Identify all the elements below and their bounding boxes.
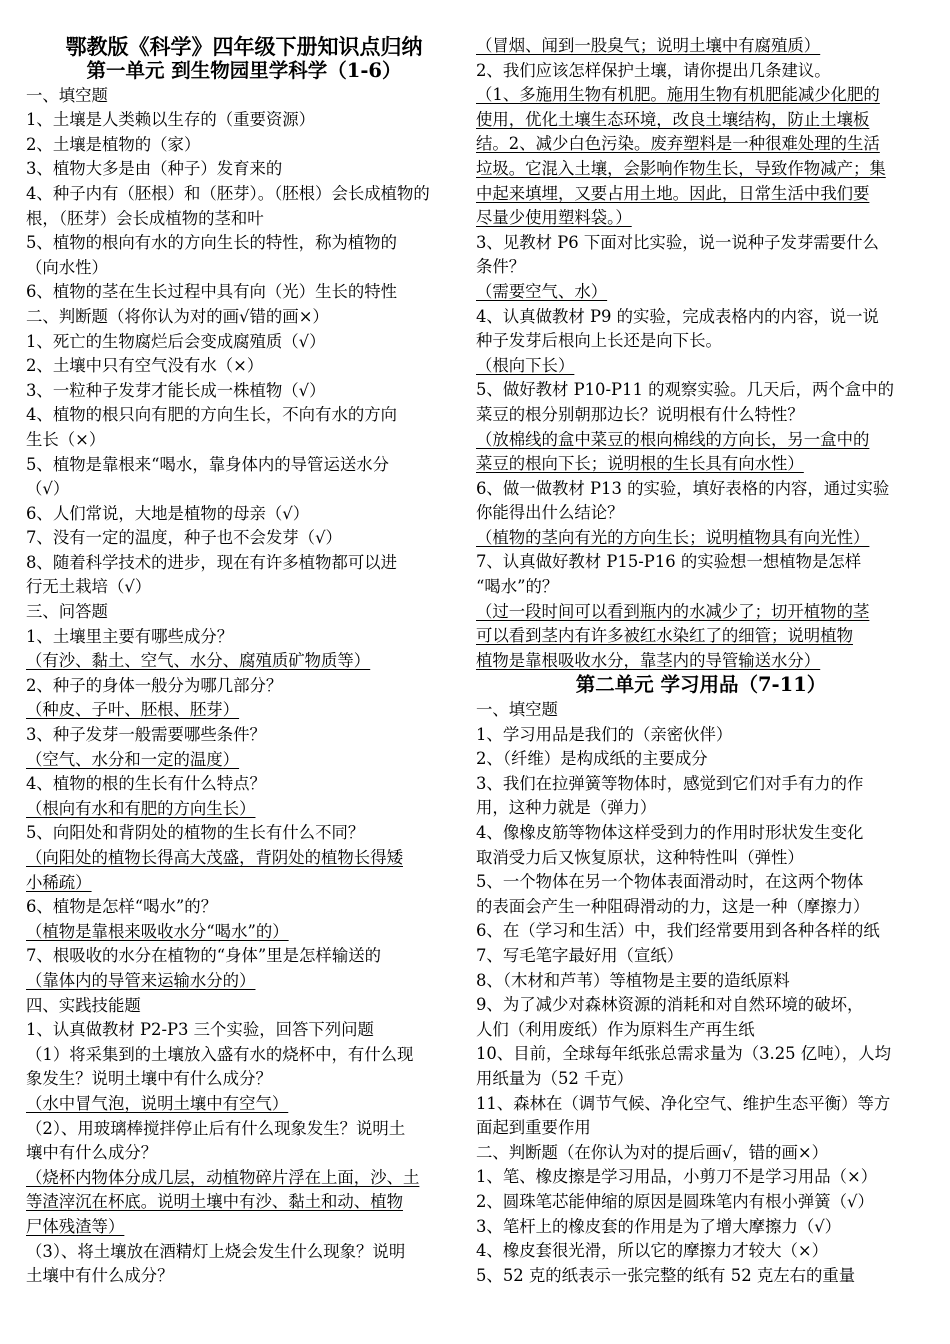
- text-line: 2、（纤维）是构成纸的主要成分: [476, 749, 708, 769]
- answer-line: 等渣滓沉在杯底。说明土壤中有沙、黏土和动、植物: [26, 1192, 403, 1212]
- left-content: [26, 59, 462, 1289]
- answer-line: （1、多施用生物有机肥。施用生物有机肥能减少化肥的: [476, 85, 880, 105]
- text-line: 5、向阳处和背阴处的植物的生长有什么不同？: [26, 823, 365, 843]
- text-line: 5、一个物体在另一个物体表面滑动时，在这两个物体: [476, 872, 864, 892]
- answer-line: （植物是靠根来吸收水分“喝水”的）: [26, 921, 289, 941]
- text-line: 取消受力后又恢复原状，这种特性叫（弹性）: [476, 847, 804, 867]
- text-line: 3、笔杆上的橡皮套的作用是为了增大摩擦力（√）: [476, 1216, 842, 1236]
- text-line: 1、土壤里主要有哪些成分？: [26, 626, 234, 646]
- text-line: 7、没有一定的温度，种子也不会发芽（√）: [26, 528, 342, 548]
- answer-line: （冒烟、闻到一股臭气；说明土壤中有腐殖质）: [476, 36, 821, 55]
- text-line: 2、种子的身体一般分为哪几部分？: [26, 675, 283, 695]
- text-line: 7、根吸收的水分在植物的“身体”里是怎样输送的: [26, 946, 381, 966]
- answer-line: 中起来填埋，又要占用土地。因此，日常生活中我们要: [476, 183, 870, 203]
- unit-heading: 第一单元 到生物园里学科学（1-6）: [86, 59, 402, 82]
- answer-line: 尽量少使用塑料袋。）: [476, 208, 632, 228]
- text-line: 1、土壤是人类赖以生存的（重要资源）: [26, 110, 316, 130]
- text-line: 1、认真做教材 P2-P3 三个实验，回答下列问题: [26, 1020, 374, 1040]
- text-line: 10、目前，全球每年纸张总需求量为（3.25 亿吨），人均: [476, 1044, 891, 1064]
- text-line: 用纸量为（52 千克）: [476, 1068, 634, 1088]
- text-line: 5、植物的根向有水的方向生长的特性，称为植物的: [26, 233, 398, 253]
- answer-line: 垃圾。它混入土壤，会影响作物生长，导致作物减产；集: [476, 158, 886, 178]
- text-line: 6、人们常说，大地是植物的母亲（√）: [26, 503, 310, 523]
- text-line: 4、种子内有（胚根）和（胚芽）。（胚根）会长成植物的: [26, 183, 430, 203]
- answer-line: （水中冒气泡，说明土壤中有空气）: [26, 1093, 289, 1113]
- text-line: 4、像橡皮筋等物体这样受到力的作用时形状发生变化: [476, 823, 864, 842]
- text-line: 8、随着科学技术的进步，现在有许多植物都可以进: [26, 552, 398, 572]
- answer-line: 植物是靠根吸收水分，靠茎内的导管输送水分）: [476, 650, 821, 670]
- unit-heading: 第二单元 学习用品（7-11）: [575, 673, 827, 697]
- text-line: （√）: [26, 479, 70, 499]
- text-line: 3、一粒种子发芽才能长成一株植物（√）: [26, 380, 326, 400]
- text-line: 3、种子发芽一般需要哪些条件？: [26, 725, 266, 745]
- text-line: （3）、将土壤放在酒精灯上烧会发生什么现象？说明: [26, 1241, 406, 1261]
- answer-line: 结。2、减少白色污染。废弃塑料是一种很难处理的生活: [476, 134, 880, 154]
- text-line: （1）将采集到的土壤放入盛有水的烧杯中，有什么现: [26, 1044, 414, 1064]
- text-line: 3、植物大多是由（种子）发育来的: [26, 159, 283, 179]
- text-line: “喝水”的？: [476, 577, 559, 597]
- answer-line: （放棉线的盒中菜豆的根向棉线的方向长，另一盒中的: [476, 429, 870, 449]
- left-column: [26, 34, 462, 1289]
- answer-line: （过一段时间可以看到瓶内的水减少了；切开植物的茎: [476, 601, 870, 621]
- text-line: 的表面会产生一种阻碍滑动的力，这是一种（摩擦力）: [476, 896, 870, 916]
- answer-line: （根向有水和有肥的方向生长）: [26, 798, 256, 818]
- text-line: 2、土壤是植物的（家）: [26, 134, 201, 154]
- answer-line: （烧杯内物体分成几层，动植物碎片浮在上面，沙、土: [26, 1167, 420, 1187]
- text-line: 行无土栽培（√）: [26, 577, 152, 597]
- text-line: 条件？: [476, 257, 526, 277]
- text-line: 7、写毛笔字最好用（宣纸）: [476, 945, 684, 965]
- text-line: 人们（利用废纸）作为原料生产再生纸: [476, 1019, 755, 1039]
- answer-line: （向阳处的植物长得高大茂盛，背阴处的植物长得矮: [26, 848, 403, 867]
- text-line: 菜豆的根分别朝那边长？说明根有什么特性？: [476, 404, 804, 424]
- right-content: [476, 34, 926, 1288]
- text-line: 11、森林在（调节气候、净化空气、维护生态平衡）等方: [476, 1093, 891, 1113]
- text-line: 5、52 克的纸表示一张完整的纸有 52 克左右的重量: [476, 1265, 856, 1285]
- answer-line: 使用，优化土壤生态环境，改良土壤结构，防止土壤板: [476, 109, 870, 129]
- text-line: 3、我们在拉弹簧等物体时，感觉到它们对手有力的作: [476, 773, 864, 793]
- text-line: 面起到重要作用: [476, 1118, 591, 1138]
- text-line: 象发生？说明土壤中有什么成分？: [26, 1069, 272, 1089]
- text-line: 1、学习用品是我们的（亲密伙伴）: [476, 724, 733, 744]
- text-line: 9、为了减少对森林资源的消耗和对自然环境的破坏，: [476, 995, 864, 1015]
- text-line: 4、橡皮套很光滑，所以它的摩擦力才较大（×）: [476, 1241, 828, 1261]
- answer-line: （有沙、黏土、空气、水分、腐殖质矿物质等）: [26, 651, 371, 671]
- answer-line: （空气、水分和一定的温度）: [26, 749, 240, 769]
- answer-line: 可以看到茎内有许多被红水染红了的细管；说明植物: [476, 626, 853, 646]
- text-line: 土壤中有什么成分？: [26, 1266, 174, 1286]
- answer-line: （根向下长）: [476, 355, 575, 375]
- text-line: 壤中有什么成分？: [26, 1143, 158, 1163]
- text-line: 二、判断题（将你认为对的画√错的画×）: [26, 306, 329, 326]
- text-line: 2、我们应该怎样保护土壤，请你提出几条建议。: [476, 60, 831, 80]
- text-line: 8、（木材和芦苇）等植物是主要的造纸原料: [476, 970, 790, 990]
- text-line: （向水性）: [26, 257, 108, 277]
- text-line: 6、在（学习和生活）中，我们经常要用到各种各样的纸: [476, 921, 880, 941]
- right-column: [476, 34, 926, 1288]
- answer-line: 小稀疏）: [26, 872, 92, 892]
- text-line: 三、问答题: [26, 602, 108, 622]
- text-line: 3、见教材 P6 下面对比实验，说一说种子发芽需要什么: [476, 232, 879, 252]
- text-line: 一、填空题: [476, 700, 558, 720]
- text-line: 1、笔、橡皮擦是学习用品，小剪刀不是学习用品（×）: [476, 1167, 878, 1187]
- text-line: 1、死亡的生物腐烂后会变成腐殖质（√）: [26, 331, 326, 351]
- text-line: 用，这种力就是（弹力）: [476, 798, 657, 818]
- text-line: 4、植物的根的生长有什么特点？: [26, 774, 266, 794]
- text-line: 7、认真做好教材 P15-P16 的实验想一想植物是怎样: [476, 552, 862, 572]
- document-title: 鄂教版《科学》四年级下册知识点归纳: [65, 34, 423, 59]
- answer-line: （靠体内的导管来运输水分的）: [26, 970, 256, 990]
- answer-line: （种皮、子叶、胚根、胚芽）: [26, 700, 240, 720]
- text-line: 4、植物的根只向有肥的方向生长，不向有水的方向: [26, 405, 398, 425]
- text-line: 6、植物是怎样“喝水”的？: [26, 897, 218, 917]
- text-line: 2、土壤中只有空气没有水（×）: [26, 356, 264, 376]
- text-line: 6、做一做教材 P13 的实验，填好表格的内容，通过实验: [476, 478, 890, 498]
- text-line: 你能得出什么结论？: [476, 503, 624, 523]
- answer-line: （植物的茎向有光的方向生长；说明植物具有向光性）: [476, 527, 870, 547]
- text-line: 5、做好教材 P10-P11 的观察实验。几天后，两个盒中的: [476, 380, 894, 400]
- text-line: 一、填空题: [26, 85, 108, 105]
- text-line: 种子发芽后根向上长还是向下长。: [476, 331, 722, 351]
- answer-line: 菜豆的根向下长；说明根的生长具有向水性）: [476, 454, 804, 474]
- text-line: 2、圆珠笔芯能伸缩的原因是圆珠笔内有根小弹簧（√）: [476, 1191, 874, 1211]
- text-line: 6、植物的茎在生长过程中具有向（光）生长的特性: [26, 282, 398, 302]
- text-line: 生长（×）: [26, 429, 106, 449]
- text-line: 4、认真做教材 P9 的实验，完成表格内的内容，说一说: [476, 306, 879, 326]
- text-line: 二、判断题（在你认为对的提后画√，错的画×）: [476, 1142, 828, 1162]
- text-line: 四、实践技能题: [26, 995, 141, 1015]
- text-line: 根，（胚芽）会长成植物的茎和叶: [26, 208, 264, 228]
- answer-line: （需要空气、水）: [476, 281, 608, 301]
- text-line: 5、植物是靠根来“喝水，靠身体内的导管运送水分: [26, 454, 390, 474]
- answer-line: 尸体残渣等）: [26, 1216, 125, 1236]
- text-line: （2）、用玻璃棒搅拌停止后有什么现象发生？说明土: [26, 1118, 406, 1138]
